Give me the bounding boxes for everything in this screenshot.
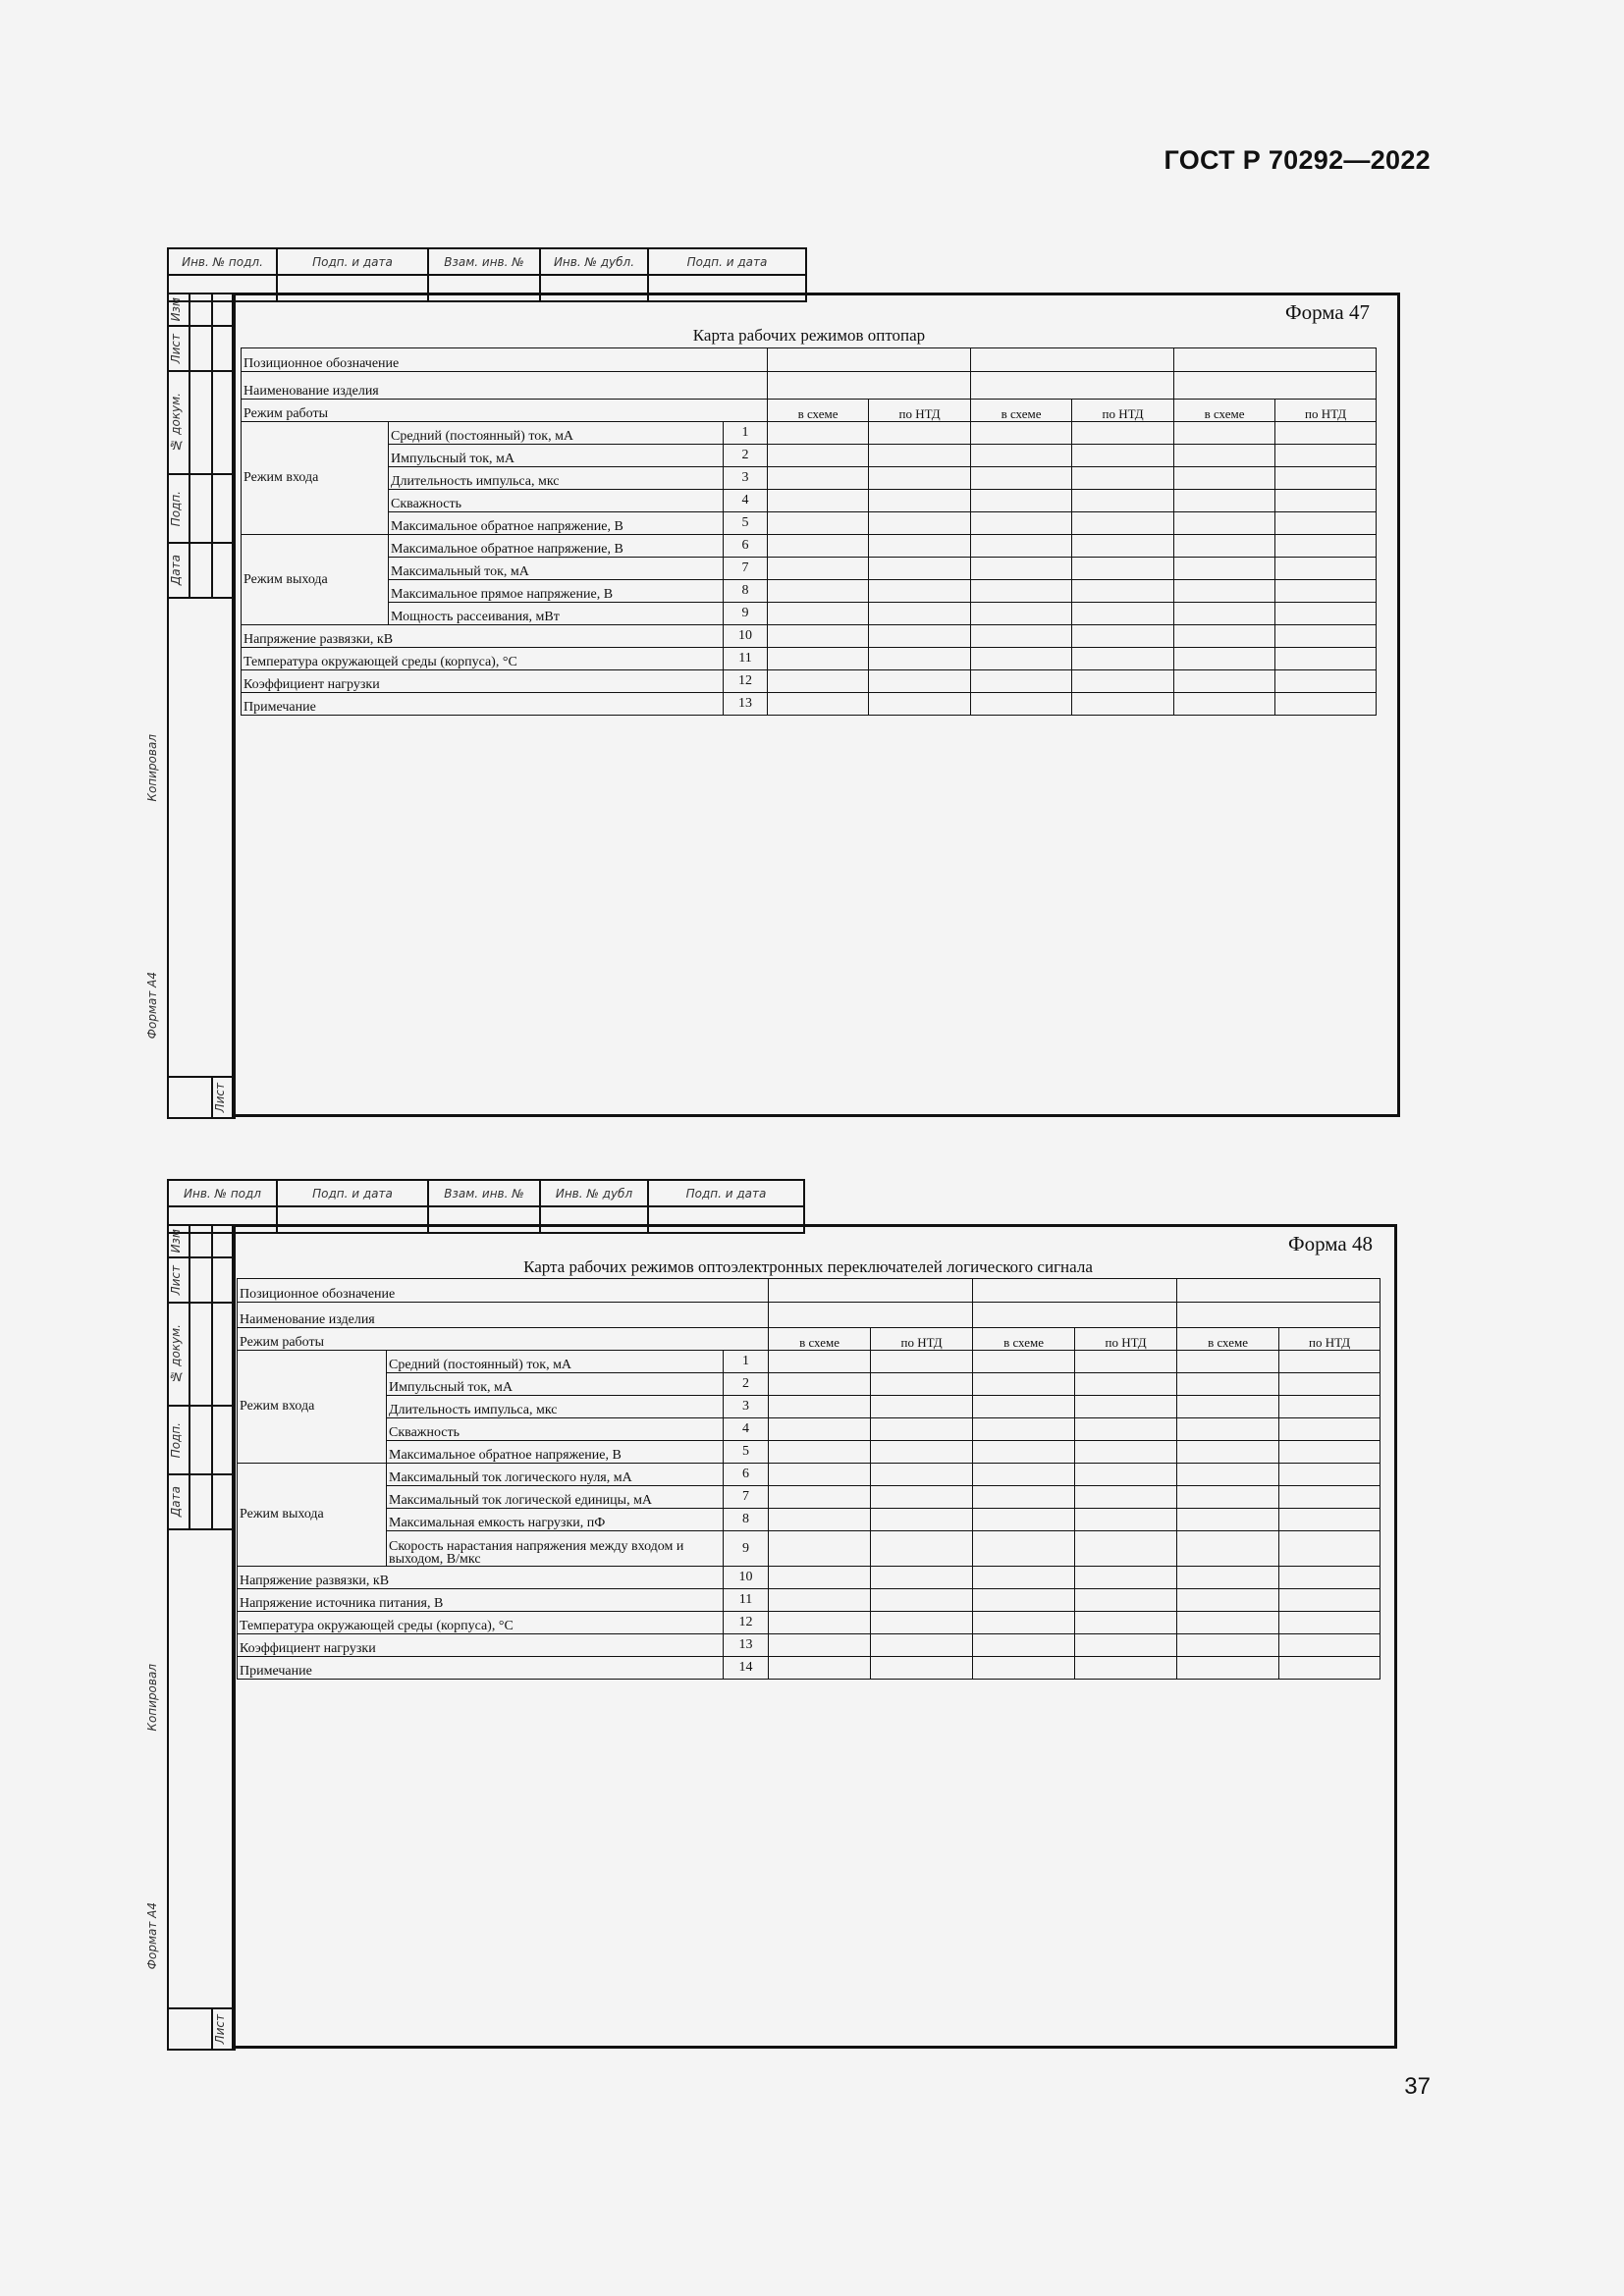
margin-label-format: Формат А4 <box>145 1902 159 1970</box>
row-label: Максимальный ток логической единицы, мА <box>387 1486 724 1509</box>
side-label-doc-number: № докум. <box>169 1324 183 1384</box>
row-number: 10 <box>724 625 768 648</box>
row-label: Максимальный ток, мА <box>389 558 724 580</box>
row-number: 9 <box>724 603 768 625</box>
col-header: по НТД <box>1275 400 1377 422</box>
side-label-list: Лист <box>169 333 183 364</box>
side-label-izm: Изм <box>169 1229 183 1254</box>
row-label: Напряжение развязки, кВ <box>242 625 724 648</box>
row-number: 1 <box>724 1351 769 1373</box>
row-label: Скорость нарастания напряжения между входом и выходом, В/мкс <box>387 1531 724 1567</box>
side-label-doc-number: № докум. <box>169 393 183 453</box>
row-label: Режим работы <box>242 400 768 422</box>
row-number: 11 <box>724 1589 769 1612</box>
row-label: Режим работы <box>238 1328 769 1351</box>
row-number: 6 <box>724 535 768 558</box>
row-number: 12 <box>724 1612 769 1634</box>
row-label: Температура окружающей среды (корпуса), °С <box>242 648 724 670</box>
row-number: 13 <box>724 1634 769 1657</box>
form-47-label: Форма 47 <box>1285 300 1370 324</box>
col-header: по НТД <box>869 400 971 422</box>
row-number: 6 <box>724 1464 769 1486</box>
col-header: в схеме <box>973 1328 1075 1351</box>
row-label: Мощность рассеивания, мВт <box>389 603 724 625</box>
side-label-list: Лист <box>169 1264 183 1296</box>
row-number: 5 <box>724 512 768 535</box>
row-label: Максимальный ток логического нуля, мА <box>387 1464 724 1486</box>
stamp-label-podp-data-2: Подп. и дата <box>648 1180 804 1206</box>
row-number: 7 <box>724 1486 769 1509</box>
side-label-list-bottom: Лист <box>213 2013 227 2045</box>
row-label: Скважность <box>387 1418 724 1441</box>
col-header: в схеме <box>1177 1328 1279 1351</box>
row-number: 14 <box>724 1657 769 1680</box>
row-label: Максимальная емкость нагрузки, пФ <box>387 1509 724 1531</box>
row-label: Температура окружающей среды (корпуса), °С <box>238 1612 724 1634</box>
col-header: по НТД <box>1279 1328 1380 1351</box>
side-strip <box>167 1224 236 2051</box>
side-label-data: Дата <box>169 555 183 586</box>
row-label: Максимальное обратное напряжение, В <box>389 512 724 535</box>
col-header: в схеме <box>769 1328 871 1351</box>
row-number: 7 <box>724 558 768 580</box>
stamp-label-vzam-inv: Взам. инв. № <box>428 1180 540 1206</box>
row-number: 8 <box>724 580 768 603</box>
row-label: Напряжение источника питания, В <box>238 1589 724 1612</box>
row-label: Наименование изделия <box>238 1303 769 1328</box>
stamp-label-inv-podl: Инв. № подл. <box>168 248 277 275</box>
group-label: Режим выхода <box>242 535 389 625</box>
row-label: Импульсный ток, мА <box>387 1373 724 1396</box>
row-number: 11 <box>724 648 768 670</box>
group-label: Режим входа <box>242 422 389 535</box>
side-label-podp: Подп. <box>169 1421 183 1459</box>
form-48-label: Форма 48 <box>1288 1232 1373 1255</box>
row-label: Скважность <box>389 490 724 512</box>
document-code: ГОСТ Р 70292—2022 <box>1164 145 1431 175</box>
row-number: 5 <box>724 1441 769 1464</box>
row-label: Длительность импульса, мкс <box>389 467 724 490</box>
row-number: 2 <box>724 445 768 467</box>
col-header: в схеме <box>971 400 1072 422</box>
row-number: 13 <box>724 693 768 716</box>
row-number: 9 <box>724 1531 769 1567</box>
row-label: Максимальное прямое напряжение, В <box>389 580 724 603</box>
row-label: Напряжение развязки, кВ <box>238 1567 724 1589</box>
margin-label-format: Формат А4 <box>145 972 159 1040</box>
row-label: Импульсный ток, мА <box>389 445 724 467</box>
form-47-title: Карта рабочих режимов оптопар <box>692 326 926 345</box>
page-number: 37 <box>1404 2073 1431 2100</box>
col-header: в схеме <box>768 400 869 422</box>
row-number: 8 <box>724 1509 769 1531</box>
stamp-label-podp-data: Подп. и дата <box>277 1180 428 1206</box>
stamp-label-podp-data-2: Подп. и дата <box>648 248 806 275</box>
row-label: Максимальное обратное напряжение, В <box>389 535 724 558</box>
form-47-table <box>241 347 1377 716</box>
group-label: Режим выхода <box>238 1464 387 1567</box>
row-number: 2 <box>724 1373 769 1396</box>
row-label: Средний (постоянный) ток, мА <box>389 422 724 445</box>
row-label: Средний (постоянный) ток, мА <box>387 1351 724 1373</box>
margin-label-copied: Копировал <box>145 1664 159 1732</box>
row-label: Наименование изделия <box>242 372 768 400</box>
stamp-label-vzam-inv: Взам. инв. № <box>428 248 540 275</box>
side-label-izm: Изм <box>169 297 183 322</box>
row-label: Примечание <box>242 693 724 716</box>
side-label-list-bottom: Лист <box>213 1082 227 1113</box>
row-label: Максимальное обратное напряжение, В <box>387 1441 724 1464</box>
col-header: по НТД <box>871 1328 973 1351</box>
form-48-title: Карта рабочих режимов оптоэлектронных переключателей логического сигнала <box>523 1257 1093 1276</box>
form-48-table <box>237 1278 1380 1680</box>
stamp-label-podp-data: Подп. и дата <box>277 248 428 275</box>
row-number: 4 <box>724 490 768 512</box>
col-header: по НТД <box>1075 1328 1177 1351</box>
row-label: Позиционное обозначение <box>238 1279 769 1303</box>
row-label: Длительность импульса, мкс <box>387 1396 724 1418</box>
row-number: 3 <box>724 467 768 490</box>
row-number: 4 <box>724 1418 769 1441</box>
row-label: Коэффициент нагрузки <box>238 1634 724 1657</box>
row-number: 12 <box>724 670 768 693</box>
row-number: 1 <box>724 422 768 445</box>
col-header: по НТД <box>1072 400 1174 422</box>
stamp-label-inv-dubl: Инв. № дубл <box>540 1180 648 1206</box>
side-strip <box>167 293 236 1119</box>
group-label: Режим входа <box>238 1351 387 1464</box>
stamp-label-inv-podl: Инв. № подл <box>168 1180 277 1206</box>
side-label-podp: Подп. <box>169 490 183 527</box>
side-label-data: Дата <box>169 1486 183 1518</box>
row-number: 3 <box>724 1396 769 1418</box>
margin-label-copied: Копировал <box>145 734 159 802</box>
col-header: в схеме <box>1174 400 1275 422</box>
row-number: 10 <box>724 1567 769 1589</box>
row-label: Примечание <box>238 1657 724 1680</box>
row-label: Позиционное обозначение <box>242 348 768 372</box>
stamp-label-inv-dubl: Инв. № дубл. <box>540 248 648 275</box>
row-label: Коэффициент нагрузки <box>242 670 724 693</box>
